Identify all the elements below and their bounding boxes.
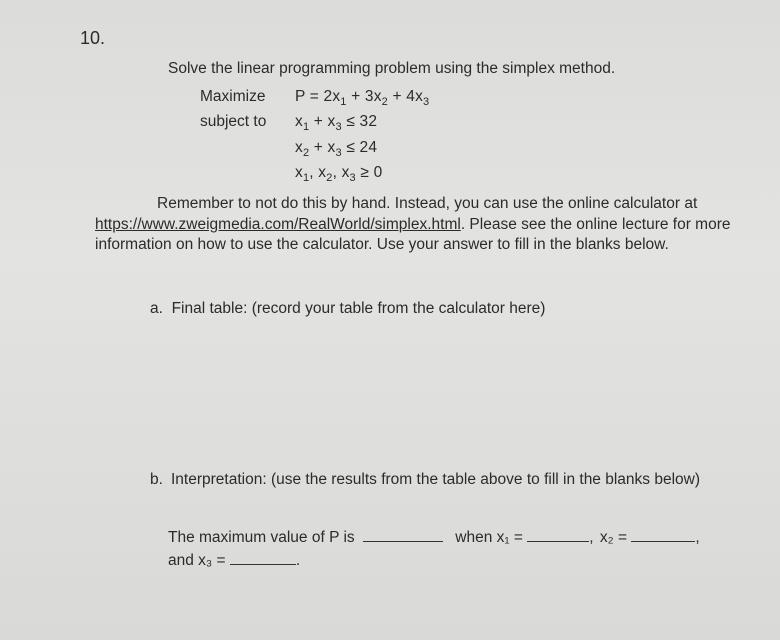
subject-to-label: subject to xyxy=(200,113,267,130)
remember-text-2: . Please see the online lecture for more information on how to use the calculator. Use your answer to fill in the blanks below. xyxy=(95,215,731,253)
constraint-1: $x_1 + x_3 \le 32$ xyxy=(295,113,378,133)
answer-line-2: and x₃ = . xyxy=(168,552,301,569)
x3-blank[interactable] xyxy=(230,550,296,565)
max-p-label: The maximum value of P is xyxy=(168,529,355,546)
x2-label: x₂ = xyxy=(599,529,628,546)
calculator-link[interactable]: https://www.zweigmedia.com/RealWorld/simplex.html xyxy=(95,215,461,233)
constraint-nonnegativity: $x_1$, $x_2$, $x_3 \ge 0$ xyxy=(295,164,383,184)
answer-line-1: The maximum value of P is when x₁ = , x₂ = , xyxy=(168,529,700,546)
part-b xyxy=(150,470,740,490)
constraint-2: $x_2 + x_3 \le 24$ xyxy=(295,139,378,159)
part-b-marker: b. xyxy=(150,471,163,488)
max-p-blank[interactable] xyxy=(363,527,443,542)
remember-text: Remember to not do this by hand. Instead, you can use the online calculator at xyxy=(157,195,698,212)
maximize-label: Maximize xyxy=(200,88,266,105)
x1-blank[interactable] xyxy=(527,527,589,542)
calculator-note-paragraph xyxy=(95,194,755,256)
instruction-text: Solve the linear programming problem using the simplex method. xyxy=(168,60,616,77)
question-number: 10. xyxy=(80,28,106,48)
part-a-marker: a. xyxy=(150,300,163,317)
part-a-text: Final table: (record your table from the calculator here) xyxy=(171,300,546,317)
and-x3-label: and x₃ = xyxy=(168,552,226,569)
x2-blank[interactable] xyxy=(631,527,695,542)
part-b-text: Interpretation: (use the results from the table above to fill in the blanks below) xyxy=(171,471,701,488)
when-x1-label: when x₁ = xyxy=(455,529,523,546)
objective-function: $P = 2x_1 + 3x_2 + 4x_3$ xyxy=(295,88,430,108)
part-a xyxy=(150,300,545,318)
